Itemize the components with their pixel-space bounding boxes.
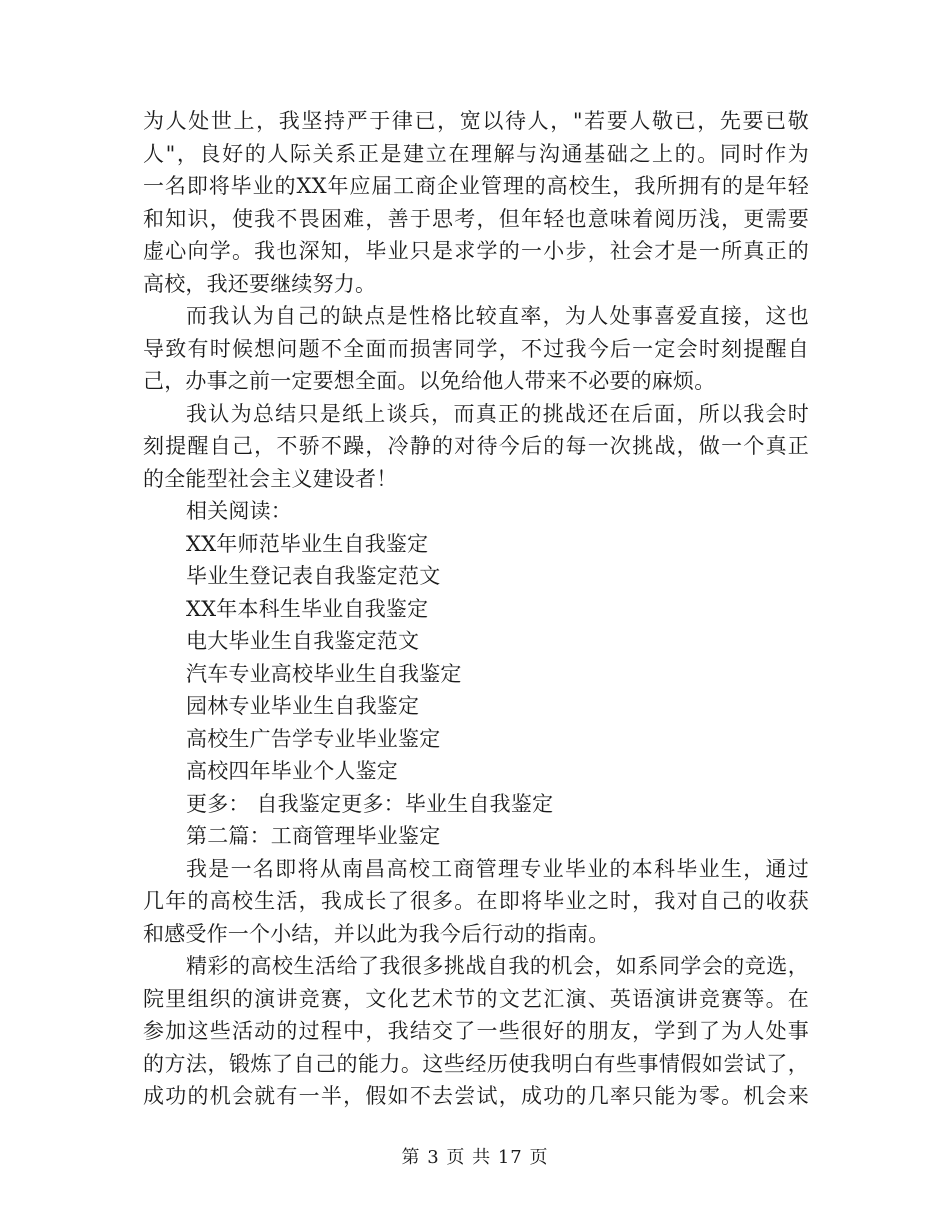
text-line: 为人处世上，我坚持严于律已，宽以待人，"若要人敬已，先要已敬 (143, 109, 809, 133)
related-link[interactable]: 毕业生登记表自我鉴定范文 (186, 564, 441, 588)
text-line: 己，办事之前一定要想全面。以免给他人带来不必要的麻烦。 (143, 369, 716, 393)
related-reading (143, 495, 809, 820)
related-link[interactable]: 电大毕业生自我鉴定范文 (186, 629, 420, 653)
page-number-footer: 第 3 页 共 17 页 (401, 1147, 549, 1168)
text-line: 我是一名即将从南昌高校工商管理专业毕业的本科毕业生，通过 (186, 856, 809, 881)
related-link[interactable]: XX年本科生毕业自我鉴定 (186, 596, 429, 621)
paragraph-graduate-intro (143, 853, 809, 951)
section-two (143, 820, 809, 1113)
related-heading: 相关阅读： (186, 499, 292, 523)
text-line: 我认为总结只是纸上谈兵，而真正的挑战还在后面，所以我会时 (186, 401, 809, 426)
text-line: 的全能型社会主义建设者！ (143, 466, 398, 491)
text-line: 的方法，锻炼了自己的能力。这些经历使我明白有些事情假如尝试了， (143, 1051, 809, 1076)
text-line: 高校，我还要继续努力。 (143, 271, 377, 296)
text-line: 成功的机会就有一半，假如不去尝试，成功的几率只能为零。机会来 (143, 1084, 809, 1108)
paragraph-shortcomings (143, 300, 809, 398)
text-line: 参加这些活动的过程中，我结交了一些很好的朋友，学到了为人处事 (143, 1019, 809, 1043)
paragraph-conclusion (143, 398, 809, 496)
text-line: 一名即将毕业的XX年应届工商企业管理的高校生，我所拥有的是年轻 (143, 174, 809, 198)
related-link[interactable]: XX年师范毕业生自我鉴定 (186, 531, 429, 556)
text-line: 人"，良好的人际关系正是建立在理解与沟通基础之上的。同时作为 (143, 141, 809, 166)
text-line: 和知识，使我不畏困难，善于思考，但年轻也意味着阅历浅，更需要 (143, 206, 809, 231)
document-page (143, 105, 809, 1113)
text-line: 虚心向学。我也深知，毕业只是求学的一小步，社会才是一所真正的 (143, 239, 809, 263)
text-line: 几年的高校生活，我成长了很多。在即将毕业之时，我对自己的收获 (143, 889, 809, 913)
text-line: 而我认为自己的缺点是性格比较直率，为人处事喜爱直接，这也 (186, 304, 809, 328)
related-more-link[interactable]: 更多： 自我鉴定更多：毕业生自我鉴定 (186, 791, 554, 816)
text-line: 导致有时候想问题不全面而损害同学，不过我今后一定会时刻提醒自 (143, 336, 809, 361)
text-line: 和感受作一个小结，并以此为我今后行动的指南。 (143, 921, 610, 946)
related-link[interactable]: 高校生广告学专业毕业鉴定 (186, 726, 441, 751)
text-line: 刻提醒自己，不骄不躁，冷静的对待今后的每一次挑战，做一个真正 (143, 434, 809, 458)
text-line: 院里组织的演讲竞赛，文化艺术节的文艺汇演、英语演讲竞赛等。在 (143, 986, 809, 1011)
text-line: 精彩的高校生活给了我很多挑战自我的机会，如系同学会的竞选， (186, 954, 809, 978)
related-link[interactable]: 高校四年毕业个人鉴定 (186, 759, 398, 783)
paragraph-campus-life (143, 950, 809, 1113)
related-link[interactable]: 园林专业毕业生自我鉴定 (186, 694, 420, 718)
section-title: 第二篇：工商管理毕业鉴定 (186, 824, 441, 848)
paragraph-intro-continuation (143, 105, 809, 300)
related-link[interactable]: 汽车专业高校毕业生自我鉴定 (186, 661, 462, 686)
